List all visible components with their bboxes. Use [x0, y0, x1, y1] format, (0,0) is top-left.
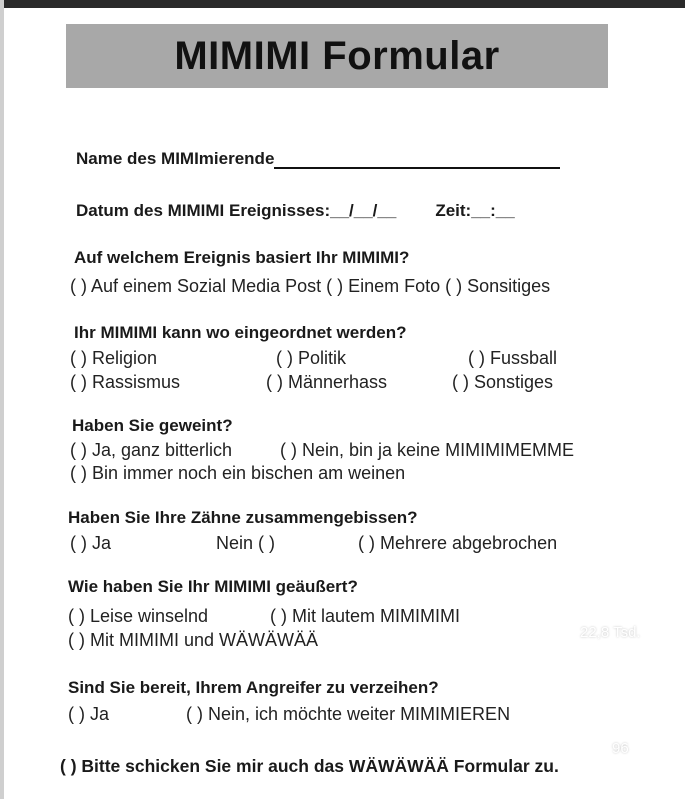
option-maennerhass: ( ) Männerhass [266, 372, 388, 392]
option-forgive-ja: ( ) Ja [68, 704, 110, 724]
comment-count: 96 [612, 740, 629, 757]
option-forgive-nein: ( ) Nein, ich möchte weiter MIMIMIEREN [186, 704, 511, 724]
option-leise: ( ) Leise winselnd [68, 606, 209, 626]
option-ja-bitterlich: ( ) Ja, ganz bitterlich [70, 440, 233, 460]
name-field-label: Name des MIMImierende [76, 149, 275, 168]
time-field-label: Zeit: [435, 201, 472, 220]
question-event-basis: Auf welchem Ereignis basiert Ihr MIMIMI? [74, 248, 410, 267]
option-rassismus: ( ) Rassismus [70, 372, 181, 392]
footer-request: ( ) Bitte schicken Sie mir auch das WÄWÄWÄÄ Formular zu. [60, 756, 559, 776]
date-field-label: Datum des MIMIMI Ereignisses: [76, 201, 331, 220]
option-teeth-nein: Nein ( ) [216, 533, 276, 553]
name-field-row [76, 148, 560, 169]
option-politik: ( ) Politik [276, 348, 347, 368]
option-lautem: ( ) Mit lautem MIMIMIMI [270, 606, 460, 626]
date-field-row [76, 200, 515, 221]
options-event-basis: ( ) Auf einem Sozial Media Post ( ) Einem Foto ( ) Sonsitiges [70, 276, 551, 296]
form-title: MIMIMI Formular [174, 33, 500, 78]
like-count: 22,8 Tsd. [580, 624, 641, 641]
left-border [0, 0, 4, 799]
question-category: Ihr MIMIMI kann wo eingeordnet werden? [74, 323, 407, 342]
option-teeth-ja: ( ) Ja [70, 533, 112, 553]
date-blank: __/__/__ [330, 201, 397, 220]
option-fussball: ( ) Fussball [468, 348, 558, 368]
comment-icon[interactable] [604, 678, 644, 718]
title-bar [66, 24, 608, 88]
option-teeth-mehrere: ( ) Mehrere abgebrochen [358, 533, 558, 553]
option-nein-memme: ( ) Nein, bin ja keine MIMIMIMEMME [280, 440, 575, 460]
time-blank: __:__ [471, 201, 515, 220]
option-noch-weinen: ( ) Bin immer noch ein bischen am weinen [70, 463, 406, 483]
question-cried: Haben Sie geweint? [72, 416, 233, 435]
question-forgive: Sind Sie bereit, Ihrem Angreifer zu verzeihen? [68, 678, 439, 697]
question-expressed: Wie haben Sie Ihr MIMIMI geäußert? [68, 577, 358, 596]
question-teeth: Haben Sie Ihre Zähne zusammengebissen? [68, 508, 418, 527]
top-border [0, 0, 685, 8]
heart-icon[interactable] [603, 556, 643, 596]
option-sonstiges: ( ) Sonstiges [452, 372, 554, 392]
name-field-blank [274, 149, 560, 169]
option-wawawaa: ( ) Mit MIMIMI und WÄWÄWÄÄ [68, 630, 318, 650]
option-religion: ( ) Religion [70, 348, 158, 368]
